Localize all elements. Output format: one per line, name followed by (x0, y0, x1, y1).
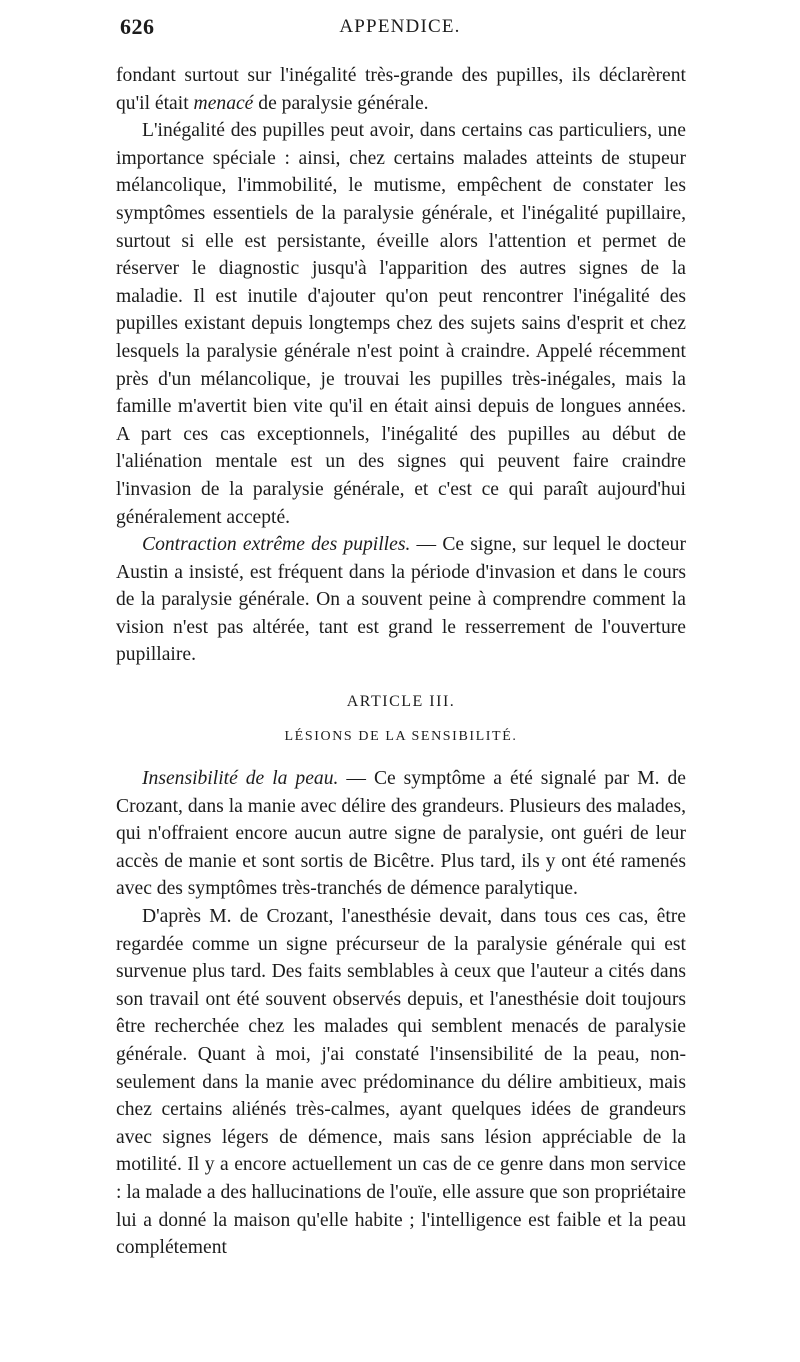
paragraph-text: — Ce signe, sur lequel le docteur Austin a insisté, est fréquent dans la période d'invasion et dans le cours de la paralysie générale. On a souvent peine à comprendre comment la vision n'est pas altérée, tant est grand le resserrement de l'ouverture pupillaire. (116, 534, 686, 666)
paragraph-pupil-contraction (116, 531, 686, 669)
paragraph-heading-italic: Insensibilité de la peau. (142, 768, 339, 790)
article-subtitle: LÉSIONS DE LA SENSIBILITÉ. (284, 729, 518, 745)
body-text (116, 62, 686, 1262)
emphasis-text: menacé (193, 92, 254, 114)
running-head: APPENDICE. (339, 16, 461, 37)
page-header (120, 14, 680, 50)
paragraph-pupil-inequality: L'inégalité des pupilles peut avoir, dans certains cas particuliers, une importance spéciale : ainsi, chez certains malades atteints de stupeur mélancolique, l'immobilité, le mutisme, empêchent de constater les symptômes essentiels de la paralysie générale, et l'inégalité pupillaire, surtout si elle est persistante, éveille alors l'attention et permet de réserver le diagnostic jusqu'à l'apparition des autres signes de la maladie. Il est inutile d'ajouter qu'on peut rencontrer l'inégalité des pupilles existant depuis longtemps chez des sujets sains d'esprit et chez lesquels la paralysie générale n'est point à craindre. Appelé récemment près d'un mélancolique, je trouvai les pupilles très-inégales, mais la famille m'avertit bien vite qu'il en était ainsi depuis de longues années. A part ces cas exceptionnels, l'inégalité des pupilles au début de l'aliénation mentale est un des signes qui peuvent faire craindre l'invasion de la paralysie générale, et c'est ce qui paraît aujourd'hui généralement accepté. (116, 120, 686, 528)
paragraph-heading-italic: Contraction extrême des pupilles. (142, 534, 411, 556)
page-number: 626 (120, 14, 155, 39)
paragraph-text: — Ce symptôme a été signalé par M. de Crozant, dans la manie avec délire des grandeurs. Plusieurs des malades, qui n'offraient encore aucun autre signe de paralysie, ont guéri de leur accès de manie et sont sortis de Bicêtre. Plus tard, ils y ont été ramenés avec des symptômes très-tranchés de démence paralytique. (116, 768, 686, 900)
paragraph-skin-insensibility (116, 765, 686, 903)
paragraph-text: de paralysie générale. (253, 92, 429, 114)
paragraph-text: fondant surtout sur l'inégalité très-grande des pupilles, ils déclarèrent qu'il était (116, 65, 686, 114)
paragraph-crozant: D'après M. de Crozant, l'anesthésie devait, dans tous ces cas, être regardée comme un signe précurseur de la paralysie générale qui est survenue plus tard. Des faits semblables à ceux que l'auteur a cités dans son travail ont été souvent observés depuis, et l'anesthésie doit toujours être recherchée chez les malades qui semblent menacés de paralysie générale. Quant à moi, j'ai constaté l'insensibilité de la peau, non-seulement dans la manie avec prédominance du délire ambitieux, mais chez certains aliénés très-calmes, ayant quelques idées de grandeurs avec signes légers de démence, mais sans lésion appréciable de la motilité. Il y a encore actuellement un cas de ce genre dans mon service : la malade a des hallucinations de l'ouïe, elle assure que son propriétaire lui a donné la maison qu'elle habite ; l'intelligence est faible et la peau complétement (116, 906, 686, 1259)
paragraph-continuation (116, 62, 686, 117)
article-title: ARTICLE III. (346, 693, 456, 711)
